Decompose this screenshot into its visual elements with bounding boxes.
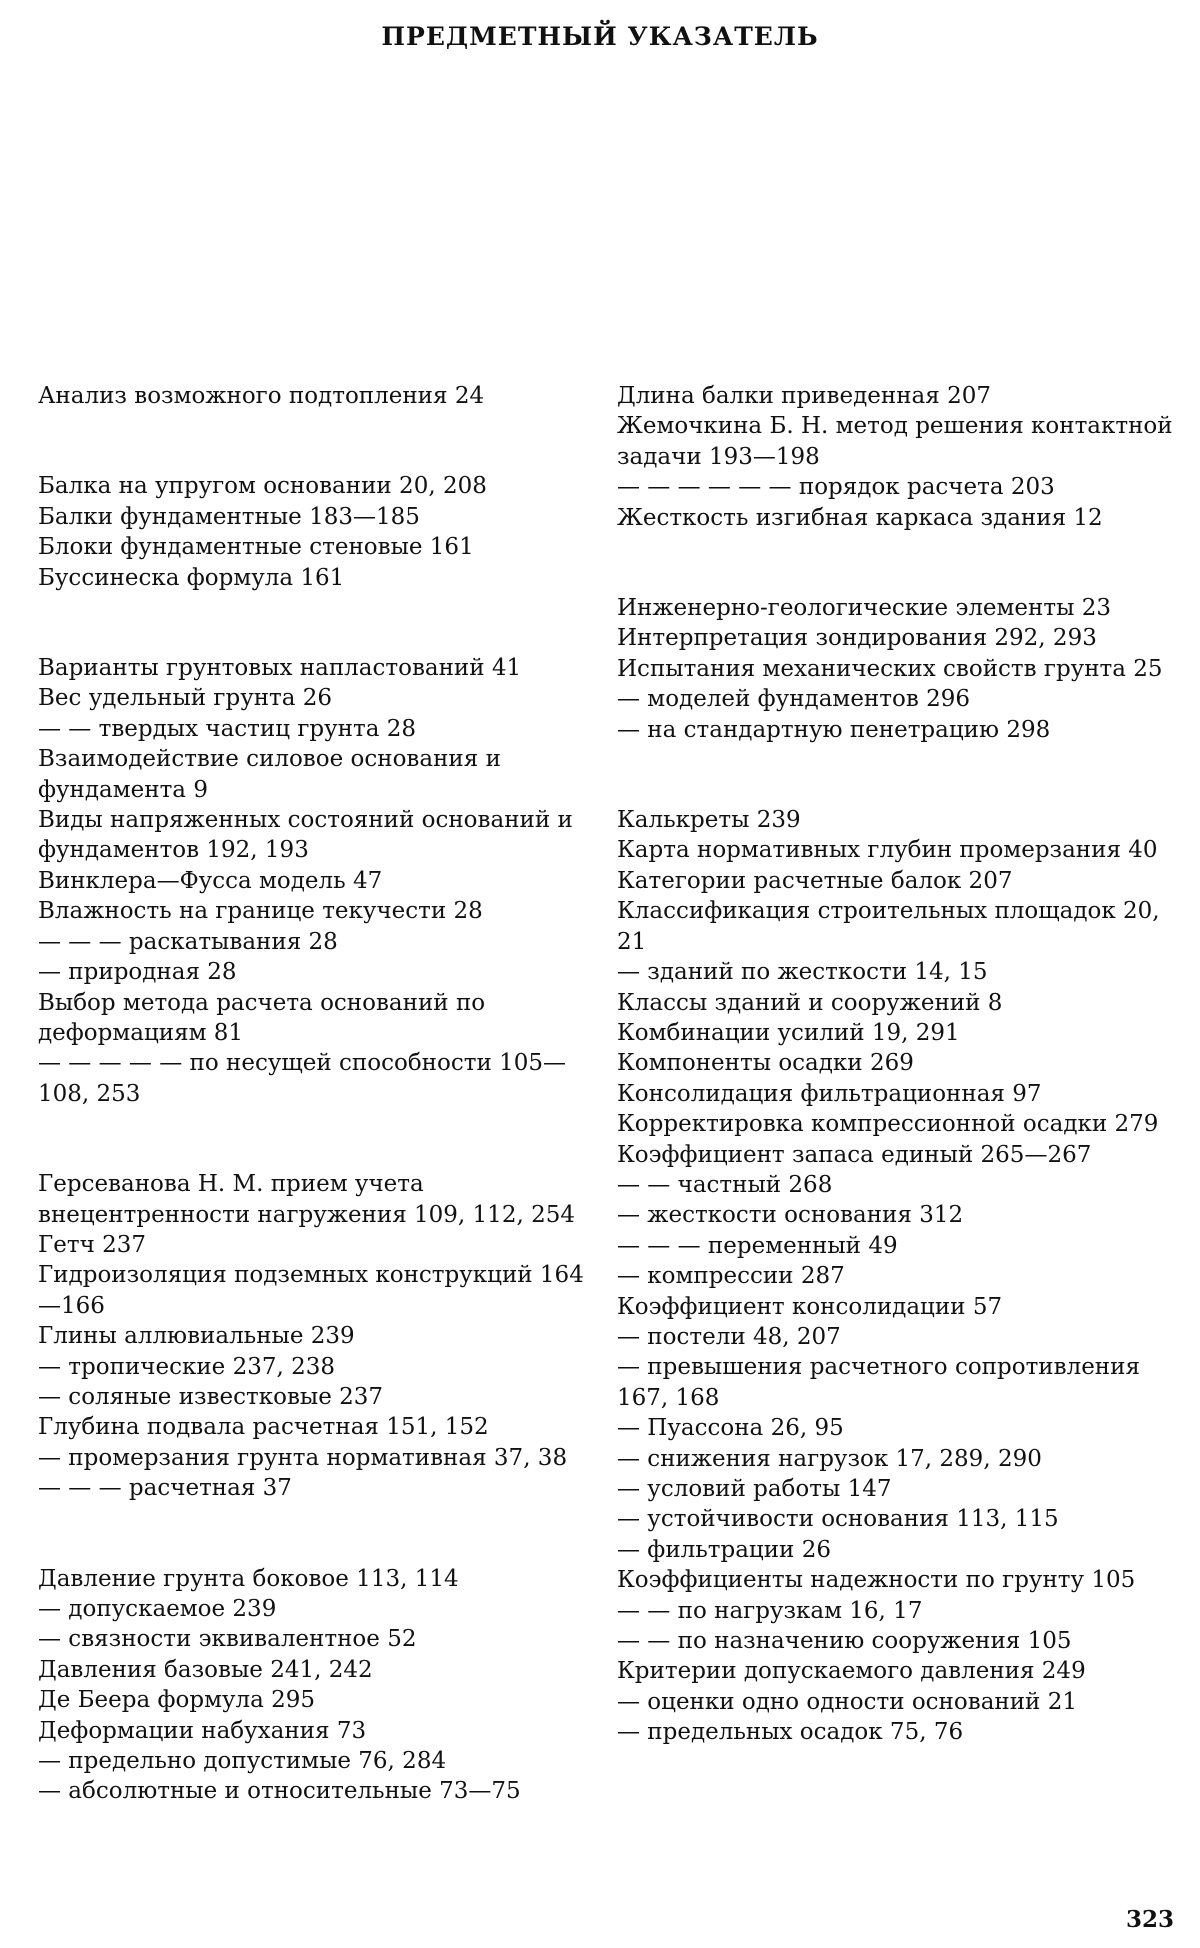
index-letter-group <box>38 1564 593 1807</box>
group-spacer <box>38 1109 593 1169</box>
index-entry: — — — — — по несущей способности 105—108, 253 <box>38 1050 566 1107</box>
index-entry: — предельно допустимые 76, 284 <box>38 1748 447 1775</box>
index-entry: Деформации набухания 73 <box>38 1717 367 1744</box>
index-entry: — моделей фундаментов 296 <box>617 686 970 713</box>
index-entry: Герсеванова Н. М. прием учета внецентренности нагружения 109, 112, 254 <box>38 1171 575 1228</box>
index-entry: Коэффициент консолидации 57 <box>617 1293 1003 1320</box>
index-entry: — предельных осадок 75, 76 <box>617 1719 964 1746</box>
index-entry: — — — — — — порядок расчета 203 <box>617 474 1055 501</box>
index-entry: Корректировка компрессионной осадки 279 <box>617 1111 1159 1138</box>
index-entry: — зданий по жесткости 14, 15 <box>617 959 988 986</box>
index-entry: — компрессии 287 <box>617 1263 845 1290</box>
index-entry: — условий работы 147 <box>617 1476 892 1502</box>
index-entry: Критерии допускаемого давления 249 <box>617 1658 1086 1685</box>
index-letter-group <box>38 471 593 593</box>
index-letter-group <box>38 653 593 1109</box>
index-entry: — тропические 237, 238 <box>38 1353 336 1380</box>
index-entry: Комбинации усилий 19, 291 <box>617 1019 960 1046</box>
index-entry: — — по назначению сооружения 105 <box>617 1628 1072 1655</box>
index-entry: Выбор метода расчета оснований по деформациям 81 <box>38 989 486 1046</box>
page-number: 323 <box>1125 1906 1174 1933</box>
index-entry: Давления базовые 241, 242 <box>38 1656 373 1683</box>
group-spacer <box>617 745 1173 805</box>
index-entry: Категории расчетные балок 207 <box>617 867 1013 894</box>
index-entry: Интерпретация зондирования 292, 293 <box>617 625 1097 652</box>
index-entry: — — твердых частиц грунта 28 <box>38 715 416 742</box>
index-entry: — снижения нагрузок 17, 289, 290 <box>617 1445 1042 1472</box>
index-letter-group <box>617 805 1173 1748</box>
index-entry: — допускаемое 239 <box>38 1596 277 1622</box>
index-entry: Классификация строительных площадок 20, 21 <box>617 898 1160 955</box>
index-entry: Блоки фундаментные стеновые 161 <box>38 534 474 561</box>
index-entry: Анализ возможного подтопления 24 <box>38 383 485 409</box>
index-entry: Де Беера формула 295 <box>38 1687 316 1714</box>
group-spacer <box>38 1504 593 1564</box>
index-entry: Жемочкина Б. Н. метод решения контактной задачи 193—198 <box>617 413 1173 470</box>
index-entry: Буссинеска формула 161 <box>38 564 345 591</box>
index-entry: — превышения расчетного сопротивления 167, 168 <box>617 1354 1140 1411</box>
index-entry: — абсолютные и относительные 73—75 <box>38 1778 521 1805</box>
index-entry: Длина балки приведенная 207 <box>617 383 991 409</box>
index-entry: — промерзания грунта нормативная 37, 38 <box>38 1444 568 1471</box>
index-entry: Консолидация фильтрационная 97 <box>617 1080 1042 1107</box>
group-spacer <box>38 593 593 653</box>
index-entry: Вес удельный грунта 26 <box>38 685 333 712</box>
group-spacer <box>617 533 1173 593</box>
index-entry: Взаимодействие силовое основания и фундамента 9 <box>38 746 501 803</box>
index-entry: Балка на упругом основании 20, 208 <box>38 473 487 500</box>
index-entry: Виды напряженных состояний оснований и фундаментов 192, 193 <box>38 807 573 864</box>
index-entry: — природная 28 <box>38 959 237 986</box>
index-entry: Глубина подвала расчетная 151, 152 <box>38 1414 489 1441</box>
index-entry: — постели 48, 207 <box>617 1323 841 1350</box>
index-entry: — устойчивости основания 113, 115 <box>617 1506 1059 1533</box>
index-entry: — — — расчетная 37 <box>38 1475 292 1502</box>
index-column-right <box>617 381 1173 1748</box>
index-entry: — Пуассона 26, 95 <box>617 1415 844 1442</box>
index-entry: Давление грунта боковое 113, 114 <box>38 1565 459 1592</box>
index-entry: Карта нормативных глубин промерзания 40 <box>617 837 1158 864</box>
index-entry: — — частный 268 <box>617 1171 833 1198</box>
index-entry: — — — раскатывания 28 <box>38 928 338 955</box>
group-spacer <box>38 411 593 471</box>
index-entry: Жесткость изгибная каркаса здания 12 <box>617 504 1103 531</box>
index-entry: Варианты грунтовых напластований 41 <box>38 655 522 682</box>
index-letter-group <box>38 381 593 411</box>
index-entry: Классы зданий и сооружений 8 <box>617 989 1003 1016</box>
index-entry: — — по нагрузкам 16, 17 <box>617 1597 923 1624</box>
index-letter-group <box>38 1169 593 1503</box>
index-entry: Глины аллювиальные 239 <box>38 1323 355 1350</box>
index-entry: — — — переменный 49 <box>617 1232 898 1259</box>
index-entry: Коэффициенты надежности по грунту 105 <box>617 1567 1136 1594</box>
index-entry: — соляные известковые 237 <box>38 1383 384 1410</box>
index-entry: — связности эквивалентное 52 <box>38 1626 417 1653</box>
index-entry: Балки фундаментные 183—185 <box>38 503 420 530</box>
index-entry: — оценки одно одности оснований 21 <box>617 1688 1077 1715</box>
index-entry: — на стандартную пенетрацию 298 <box>617 716 1051 743</box>
index-entry: — жесткости основания 312 <box>617 1202 964 1229</box>
index-entry: Гетч 237 <box>38 1231 146 1258</box>
index-entry: Винклера—Фусса модель 47 <box>38 867 383 894</box>
index-entry: Коэффициент запаса единый 265—267 <box>617 1141 1092 1168</box>
page-title: ПРЕДМЕТНЫЙ УКАЗАТЕЛЬ <box>381 22 819 51</box>
index-entry: Гидроизоляция подземных конструкций 164—166 <box>38 1262 584 1319</box>
index-entry: Инженерно-геологические элементы 23 <box>617 595 1111 622</box>
index-entry: Калькреты 239 <box>617 807 801 834</box>
index-entry: Компоненты осадки 269 <box>617 1050 914 1077</box>
index-letter-group <box>617 593 1173 745</box>
index-entry: Испытания механических свойств грунта 25 <box>617 655 1163 682</box>
index-entry: — фильтрации 26 <box>617 1536 831 1563</box>
index-entry: Влажность на границе текучести 28 <box>38 898 483 925</box>
index-column-left <box>38 381 593 1807</box>
index-letter-group <box>617 381 1173 533</box>
